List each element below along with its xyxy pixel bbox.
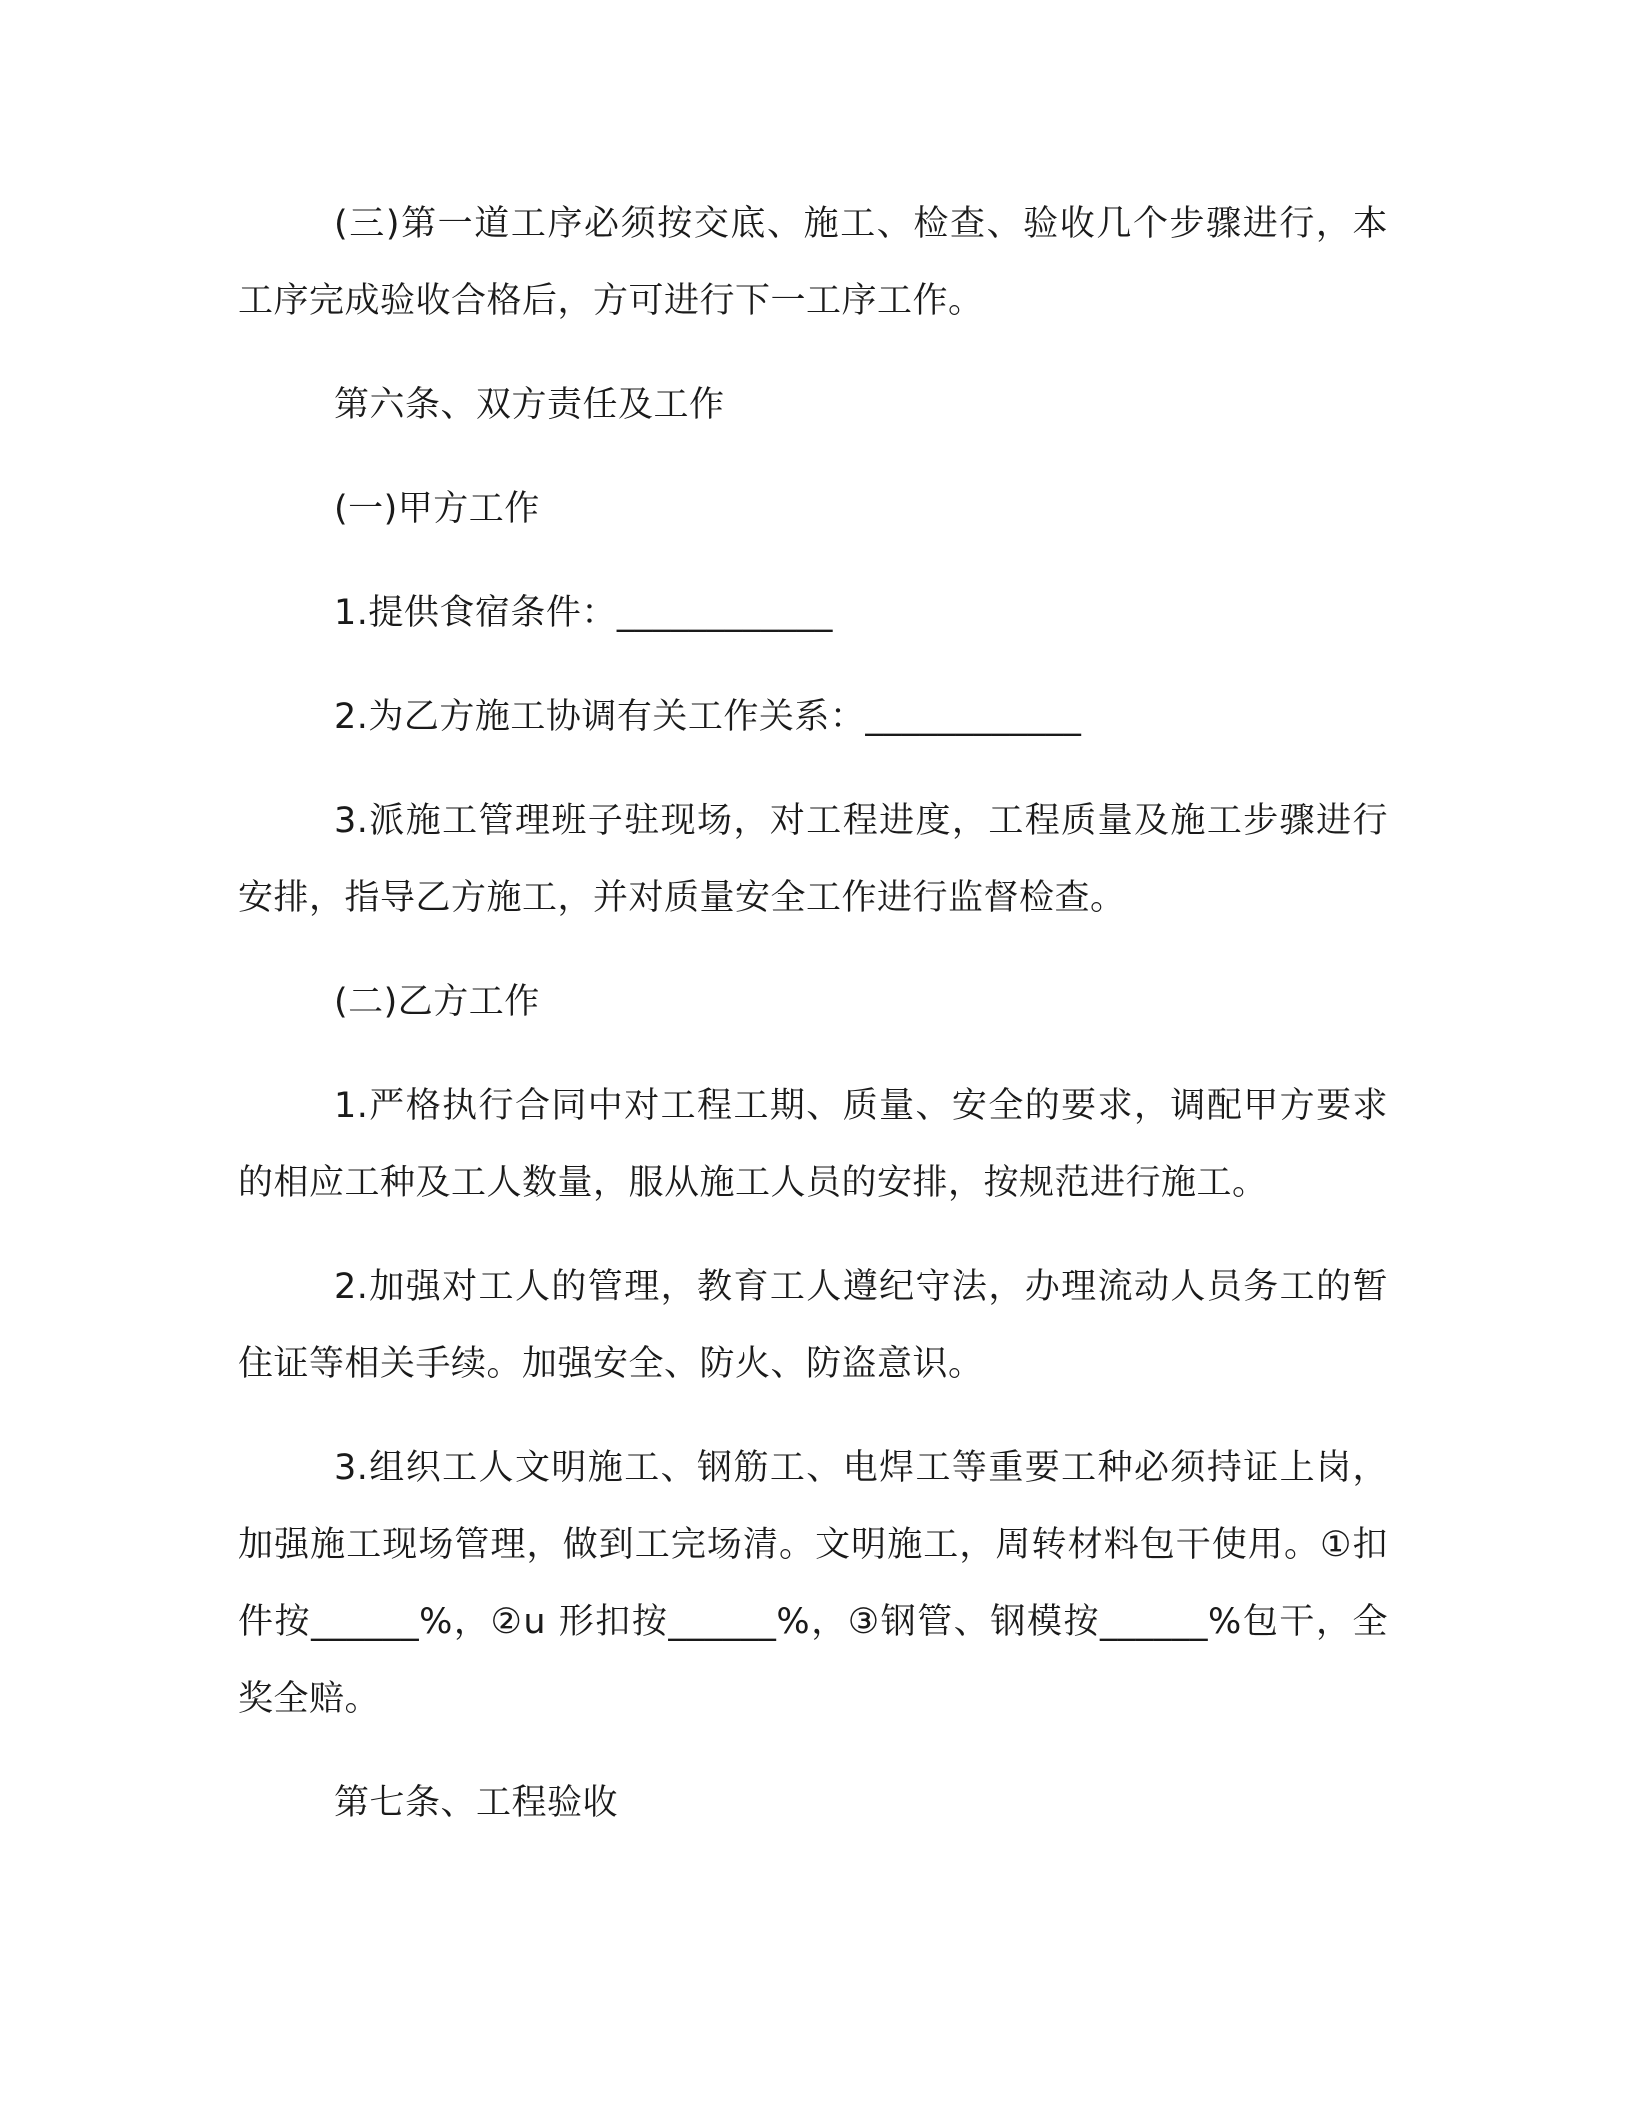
heading-article-7: 第七条、工程验收	[334, 1783, 619, 1823]
paragraph-party-b-item-2: 2.加强对工人的管理，教育工人遵纪守法，办理流动人员务工的暂住证等相关手续。加强安全、防火、防盗意识。	[238, 1267, 1388, 1384]
paragraph-party-a-item-1: 1.提供食宿条件：____________	[334, 593, 833, 633]
heading-party-b-work: (二)乙方工作	[334, 982, 540, 1022]
document-body	[238, 186, 1388, 1869]
heading-party-a-work: (一)甲方工作	[334, 489, 540, 529]
paragraph-party-a-item-3: 3.派施工管理班子驻现场，对工程进度，工程质量及施工步骤进行安排，指导乙方施工，并对质量安全工作进行监督检查。	[238, 801, 1388, 918]
paragraph-party-b-item-3: 3.组织工人文明施工、钢筋工、电焊工等重要工种必须持证上岗，加强施工现场管理，做到工完场清。文明施工，周转材料包干使用。①扣件按______%，②u 形扣按______%，③钢管、钢模按______%包干，全奖全赔。	[238, 1448, 1388, 1719]
paragraph-party-b-item-1: 1.严格执行合同中对工程工期、质量、安全的要求，调配甲方要求的相应工种及工人数量，服从施工人员的安排，按规范进行施工。	[238, 1086, 1388, 1203]
paragraph-party-a-item-2: 2.为乙方施工协调有关工作关系：____________	[334, 697, 1082, 737]
heading-article-6: 第六条、双方责任及工作	[334, 385, 725, 425]
paragraph-procedure-inspection: (三)第一道工序必须按交底、施工、检查、验收几个步骤进行，本工序完成验收合格后，方可进行下一工序工作。	[238, 204, 1388, 321]
